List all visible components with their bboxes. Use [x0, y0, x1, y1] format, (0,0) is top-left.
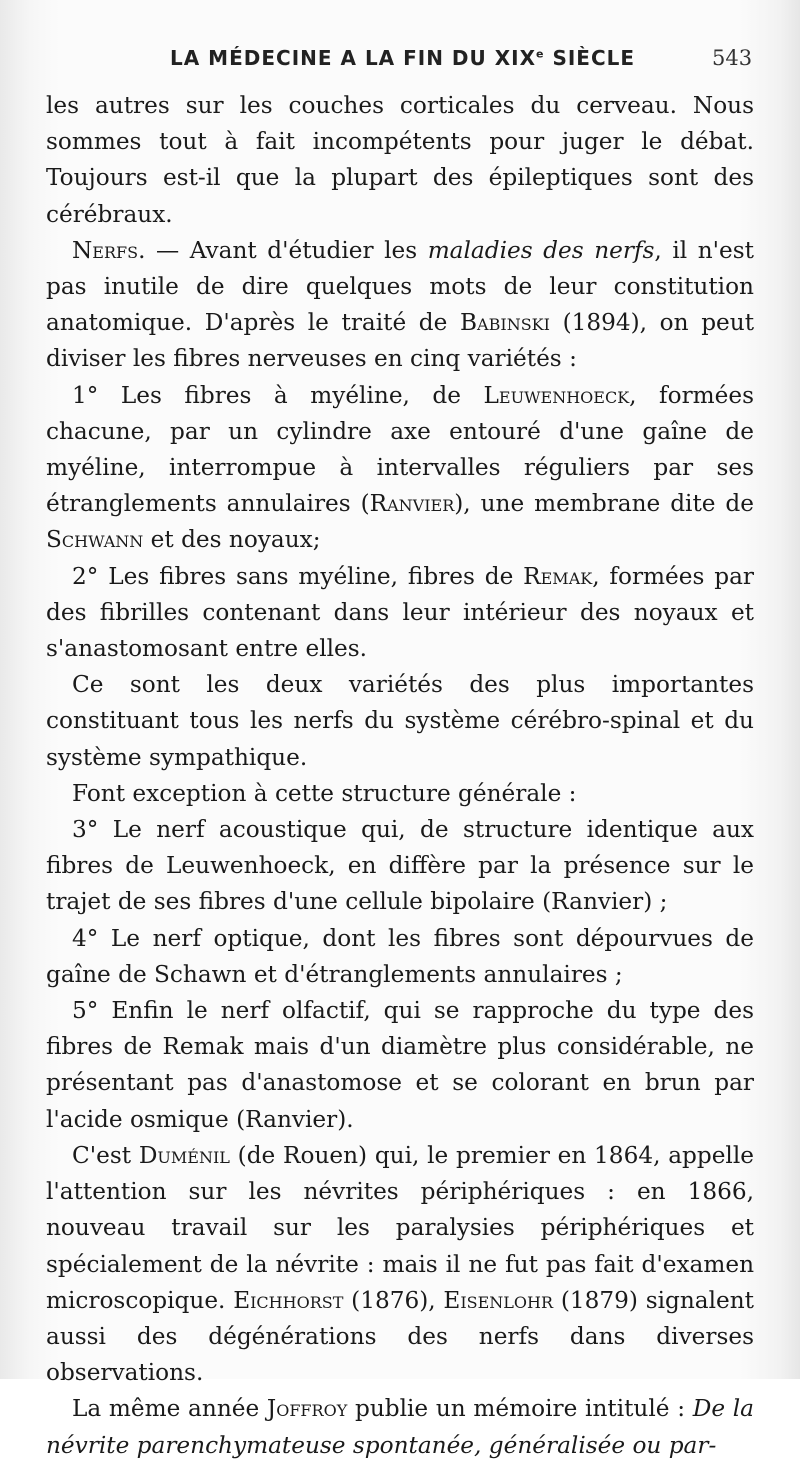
running-title-main: LA MÉDECINE A LA FIN DU XIX — [170, 46, 537, 70]
author-name: Ranvier — [369, 490, 455, 518]
running-title — [170, 46, 635, 70]
text-run: — Avant d'étudier les — [145, 236, 428, 264]
italic-title: De la névrite parenchymateuse spontanée, généralisée ou par- — [46, 1395, 754, 1459]
author-name: Babinski — [460, 309, 550, 337]
paragraph-6: Font exception à cette structure générale : — [72, 779, 577, 807]
paragraph-5: Ce sont les deux variétés des plus importantes constituant tous les nerfs du système cérébro-spinal et du système sympathique. — [46, 671, 754, 771]
italic-run: maladies des nerfs — [427, 236, 655, 264]
author-name: Schwann — [46, 526, 144, 554]
author-name: Leuwenhoeck — [483, 381, 630, 409]
author-name: Duménil — [138, 1141, 230, 1169]
author-name: Eisenlohr — [443, 1286, 554, 1314]
paragraph-1: les autres sur les couches corticales du cerveau. Nous sommes tout à fait incompétents pour juger le débat. Toujours est-il que la plupart des épileptiques sont des cérébraux. — [46, 92, 754, 228]
text-run: , formées chacune, par un cylindre axe entouré d'une gaîne de myéline, interrompue à intervalles réguliers par ses étranglements annulaires ( — [46, 381, 754, 518]
text-run: (1879) signalent aussi des dégénérations des nerfs dans diverses observations. — [46, 1286, 754, 1387]
text-run: 1° Les fibres à myéline, de — [72, 381, 484, 409]
page-number: 543 — [712, 46, 753, 70]
paragraph-3 — [46, 378, 754, 559]
text-run: (de Rouen) qui, le premier en 1864, appelle l'attention sur les névrites périphériques : en 1866, nouveau travail sur les paralysies périphériques et spécialement de la névrite : mais il ne fut pas fait d'examen microscopique. — [46, 1141, 754, 1314]
text-run: 2° Les fibres sans myéline, fibres de — [72, 562, 524, 590]
text-run: et des noyaux; — [143, 526, 321, 554]
paragraph-9: 5° Enfin le nerf olfactif, qui se rapproche du type des fibres de Remak mais d'un diamètre plus considérable, ne présentant pas d'anastomose et se colorant en brun par l'acide osmique (Ranvier). — [46, 997, 754, 1133]
paragraph-7: 3° Le nerf acoustique qui, de structure identique aux fibres de Leuwenhoeck, en diffère par la présence sur le trajet de ses fibres d'une cellule bipolaire (Ranvier) ; — [46, 816, 754, 916]
author-name: Eichhorst — [233, 1286, 344, 1314]
running-title-end: SIÈCLE — [544, 46, 636, 70]
paragraph-2 — [46, 233, 754, 378]
paragraph-11 — [46, 1391, 754, 1463]
text-run: , formées par des fibrilles contenant dans leur intérieur des noyaux et s'anastomosant entre elles. — [46, 562, 754, 663]
section-heading: Nerfs. — [72, 236, 146, 264]
text-run: (1894), on peut diviser les fibres nerveuses en cinq variétés : — [46, 309, 755, 373]
paragraph-10 — [46, 1138, 754, 1391]
text-run: ), une membrane dite de — [454, 490, 754, 518]
paragraph-4 — [46, 559, 754, 668]
running-head — [0, 42, 800, 78]
text-run: , il n'est pas inutile de dire quelques mots de leur constitution anatomique. D'après le traité de — [46, 236, 754, 337]
author-name: Joffroy — [266, 1395, 348, 1423]
paragraph-8: 4° Le nerf optique, dont les fibres sont dépourvues de gaîne de Schawn et d'étranglements annulaires ; — [46, 924, 754, 988]
text-run: C'est — [72, 1141, 139, 1169]
text-run: La même année — [72, 1395, 267, 1423]
text-run: publie un mémoire intitulé : — [347, 1395, 693, 1423]
author-name: Remak — [523, 562, 593, 590]
text-run: (1876), — [343, 1286, 444, 1314]
body-text — [46, 88, 754, 1464]
running-title-superscript: e — [536, 47, 545, 61]
